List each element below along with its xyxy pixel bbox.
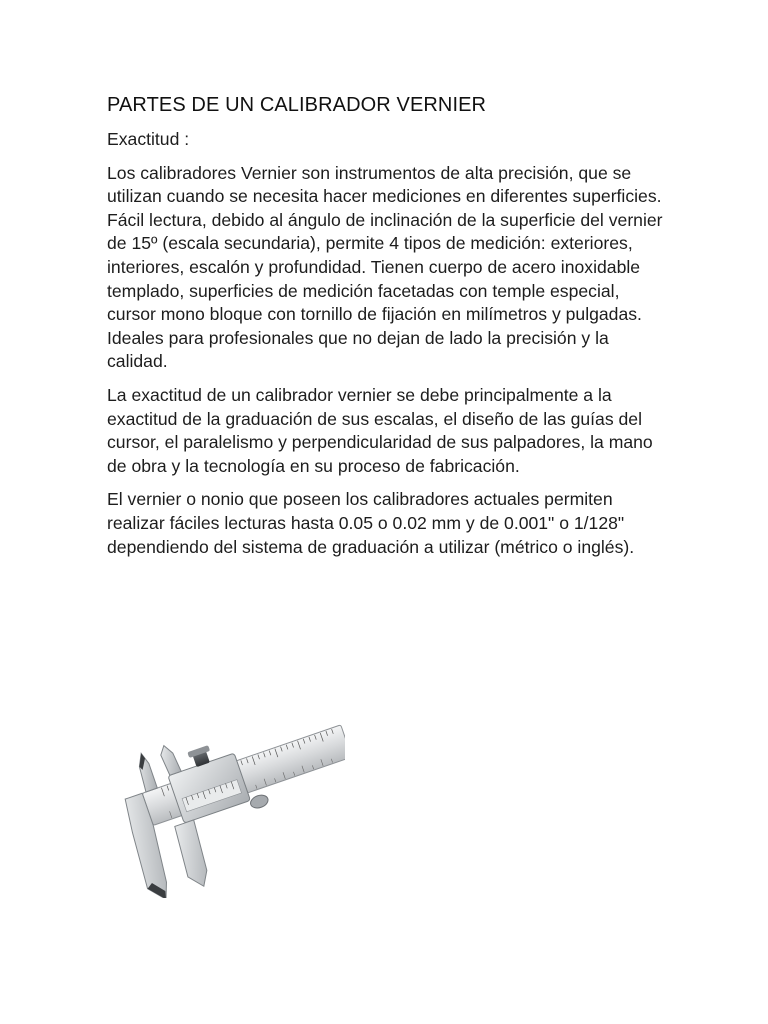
vernier-caliper-icon xyxy=(105,688,345,898)
paragraph-nonius: El vernier o nonio que poseen los calibradores actuales permiten realizar fáciles lecturas hasta 0.05 o 0.02 mm y de 0.001" o 1/128" dependiendo del sistema de graduación a utilizar (métrico o inglés). xyxy=(107,489,635,557)
document-body xyxy=(107,92,667,559)
section-subtitle: Exactitud : xyxy=(107,129,190,149)
document-title: PARTES DE UN CALIBRADOR VERNIER xyxy=(107,94,487,116)
paragraph-intro: Los calibradores Vernier son instrumentos de alta precisión, que se utilizan cuando se necesita hacer mediciones en diferentes superficies. Fácil lectura, debido al ángulo de inclinación de la superficie del vernier de 15º (escala secundaria), permite 4 tipos de medición: exteriores, interiores, escalón y profundidad. Tienen cuerpo de acero inoxidable templado, superficies de medición facetadas con temple especial, cursor mono bloque con tornillo de fijación en milímetros y pulgadas. Ideales para profesionales que no dejan de lado la precisión y la calidad. xyxy=(107,162,663,372)
caliper-figure xyxy=(105,688,345,898)
paragraph-accuracy: La exactitud de un calibrador vernier se debe principalmente a la exactitud de la graduación de sus escalas, el diseño de las guías del cursor, el paralelismo y perpendicularidad de sus palpadores, la mano de obra y la tecnología en su proceso de fabricación. xyxy=(107,384,653,476)
